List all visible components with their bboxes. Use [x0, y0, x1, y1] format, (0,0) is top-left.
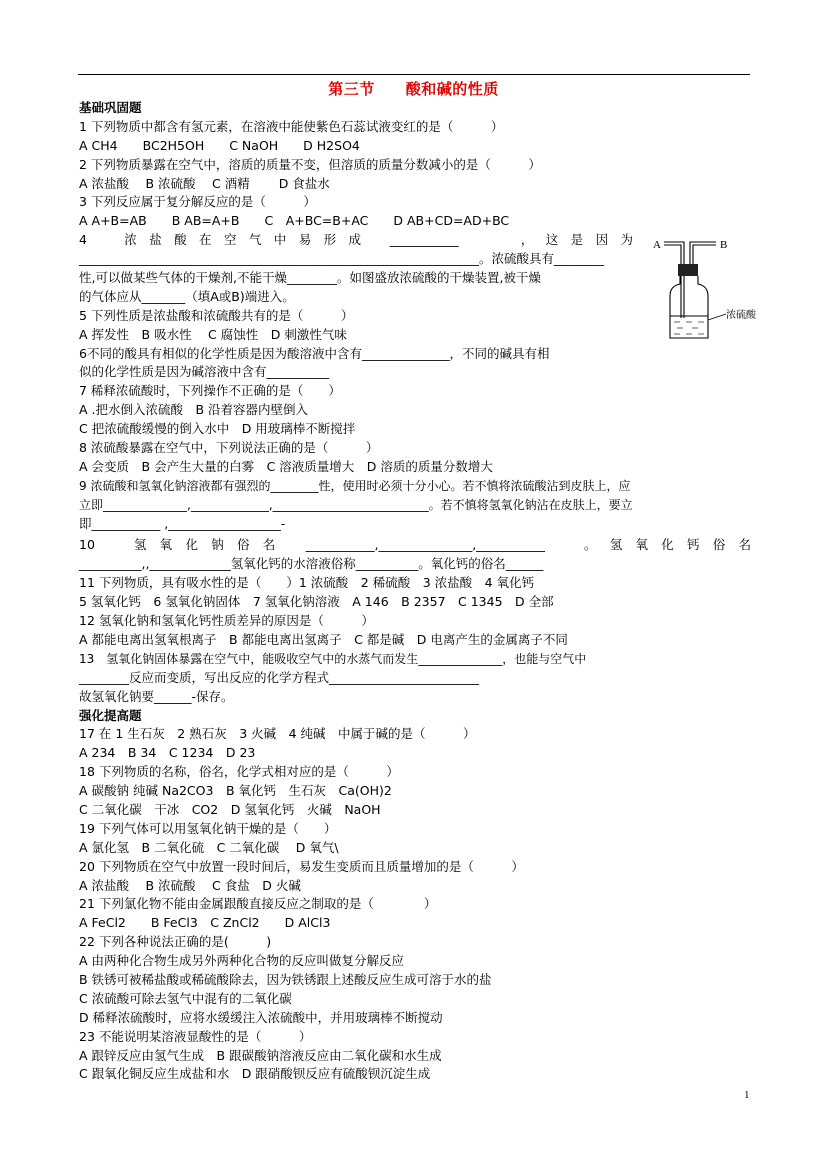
question-line: 似的化学性质是因为碱溶液中含有__________: [79, 364, 330, 380]
question-line: 17 在 1 生石灰 2 熟石灰 3 火碱 4 纯碱 中属于碱的是（ ）: [79, 726, 476, 742]
figure-label-b: B: [720, 239, 728, 251]
question-line: 20 下列物质在空气中放置一段时间后，易发生变质而且质量增加的是（ ）: [79, 858, 524, 874]
question-line: C 二氧化碳 干冰 CO2 D 氢氧化钙 火碱 NaOH: [79, 801, 381, 817]
question-line: A .把水倒入浓硫酸 B 沿着容器内壁倒入: [79, 402, 309, 418]
question-line: 23 不能说明某溶液显酸性的是（ ）: [79, 1028, 312, 1044]
question-line: A 会变质 B 会产生大量的白雾 C 溶液质量增大 D 溶质的质量分数增大: [79, 458, 493, 474]
question-line: 8 浓硫酸暴露在空气中，下列说法正确的是（ ）: [79, 440, 379, 456]
question-line: 5 氢氧化钙 6 氢氧化钠固体 7 氢氧化钠溶液 A 146 B 2357 C 1345 D 全部: [79, 594, 554, 610]
question-line: 3 下列反应属于复分解反应的是（ ）: [79, 194, 316, 210]
question-line: A 234 B 34 C 1234 D 23: [79, 745, 256, 761]
question-line: 立即______________,_____________,__________________________。若不慎将氢氧化钠沾在皮肤上，要立: [79, 497, 633, 512]
question-line: 22 下列各种说法正确的是( ): [79, 934, 272, 950]
question-line: A 浓盐酸 B 浓硫酸 C 食盐 D 火碱: [79, 877, 301, 893]
drying-bottle-diagram: [650, 234, 770, 346]
question-line: A 碳酸钠 纯碱 Na2CO3 B 氧化钙 生石灰 Ca(OH)2: [79, 783, 392, 799]
question-line: A 都能电离出氢氧根离子 B 都能电离出氢离子 C 都是碱 D 电离产生的金属离子不同: [79, 631, 568, 647]
question-line: C 跟氧化铜反应生成盐和水 D 跟硝酸钡反应有硫酸钡沉淀生成: [79, 1066, 431, 1082]
question-line: 12 氢氧化钠和氢氧化钙性质差异的原因是（ ）: [79, 613, 374, 629]
bottle: [670, 276, 708, 338]
page-number: 1: [744, 1089, 750, 1101]
question-line: A 浓盐酸 B 浓硫酸 C 酒精 D 食盐水: [79, 175, 330, 191]
question-line: 1 下列物质中都含有氢元素，在溶液中能使紫色石蕊试液变红的是（ ）: [79, 118, 504, 134]
question-line: 19 下列气体可以用氢氧化钠干燥的是（ ）: [79, 820, 337, 836]
question-line: A 氯化氢 B 二氧化硫 C 二氧化碳 D 氧气\: [79, 839, 339, 855]
question-line: B 铁锈可被稀盐酸或稀硫酸除去，因为铁锈跟上述酸反应生成可溶于水的盐: [79, 971, 492, 987]
question-line: 21 下列氯化物不能由金属跟酸直接反应之制取的是（ ）: [79, 896, 437, 912]
question-line: 9 浓硫酸和氢氧化钠溶液都有强烈的________性，使用时必须十分小心。若不慎将浓硫酸沾到皮肤上，应: [79, 478, 631, 493]
question-line: 6不同的酸具有相似的化学性质是因为酸溶液中含有______________，不同的碱具有相: [79, 345, 550, 361]
figure-label-a: A: [653, 239, 661, 251]
question-13-line: 故氢氧化钠要______-保存。: [79, 688, 234, 704]
section-heading-basic: 基础巩固题: [79, 100, 142, 115]
question-line: C 把浓硫酸缓慢的倒入水中 D 用玻璃棒不断搅拌: [79, 421, 356, 437]
question-line: 11 下列物质，具有吸水性的是（ ）1 浓硫酸 2 稀硫酸 3 浓盐酸 4 氧化钙: [79, 575, 535, 591]
question-line: D 稀释浓硫酸时，应将水缓缓注入浓硫酸中，并用玻璃棒不断搅动: [79, 1009, 443, 1025]
question-line: 5 下列性质是浓盐酸和浓硫酸共有的是（ ）: [79, 307, 354, 323]
question-line: 7 稀释浓硫酸时，下列操作不正确的是（ ）: [79, 383, 341, 399]
question-line: A A+B=AB B AB=A+B C A+BC=B+AC D AB+CD=AD+BC: [79, 213, 510, 229]
section-heading-advanced: 强化提高题: [79, 707, 142, 723]
question-13-line: 13 氢氧化钠固体暴露在空气中，能吸收空气中的水蒸气而发生______________，也能与空气中: [79, 651, 587, 666]
question-line: 2 下列物质暴露在空气中，溶质的质量不变，但溶质的质量分数减小的是（ ）: [79, 156, 541, 172]
question-line: 即___________ ,__________________-: [79, 515, 286, 531]
label-pointer: [708, 314, 726, 320]
question-line: 18 下列物质的名称，俗名，化学式相对应的是（ ）: [79, 764, 399, 780]
drying-apparatus-figure: [650, 234, 770, 346]
question-13-line: ________反应而变质，写出反应的化学方程式________________________: [79, 669, 480, 685]
header-rule: [78, 74, 750, 75]
question-10-line: 10 氢氧化钠俗名 ___________,_______________,___________ 。氢氧化钙俗名: [79, 537, 751, 553]
question-line: C 浓硫酸可除去氢气中混有的二氧化碳: [79, 990, 292, 1006]
liquid-hatching: [674, 322, 704, 334]
question-line: A 挥发性 B 吸水性 C 腐蚀性 D 刺激性气味: [79, 326, 347, 342]
question-line: A CH4 BC2H5OH C NaOH D H2SO4: [79, 137, 360, 153]
question-4-line: 的气体应从_______（填A或B)端进入。: [79, 288, 295, 304]
question-line: A FeCl2 B FeCl3 C ZnCl2 D AlCl3: [79, 915, 331, 931]
question-4-line: 性,可以做某些气体的干燥剂,不能干燥________。如图盛放浓硫酸的干燥装置,被干燥: [79, 270, 541, 286]
question-line: A 由两种化合物生成另外两种化合物的反应叫做复分解反应: [79, 953, 405, 969]
figure-label-acid: 浓硫酸: [726, 310, 756, 321]
question-10-line: __________,,_____________氢氧化钙的水溶液俗称__________。氧化钙的俗名______: [79, 556, 544, 572]
question-line: A 跟锌反应由氢气生成 B 跟碳酸钠溶液反应由二氧化碳和水生成: [79, 1047, 442, 1063]
question-4-line: 4 浓盐酸在空气中易形成 ___________ ，这是因为: [79, 232, 633, 248]
question-4-line: ________________________________________________________________。浓硫酸具有________: [79, 251, 605, 267]
page-title: 第三节 酸和碱的性质: [328, 80, 499, 98]
rubber-stopper: [678, 264, 698, 276]
